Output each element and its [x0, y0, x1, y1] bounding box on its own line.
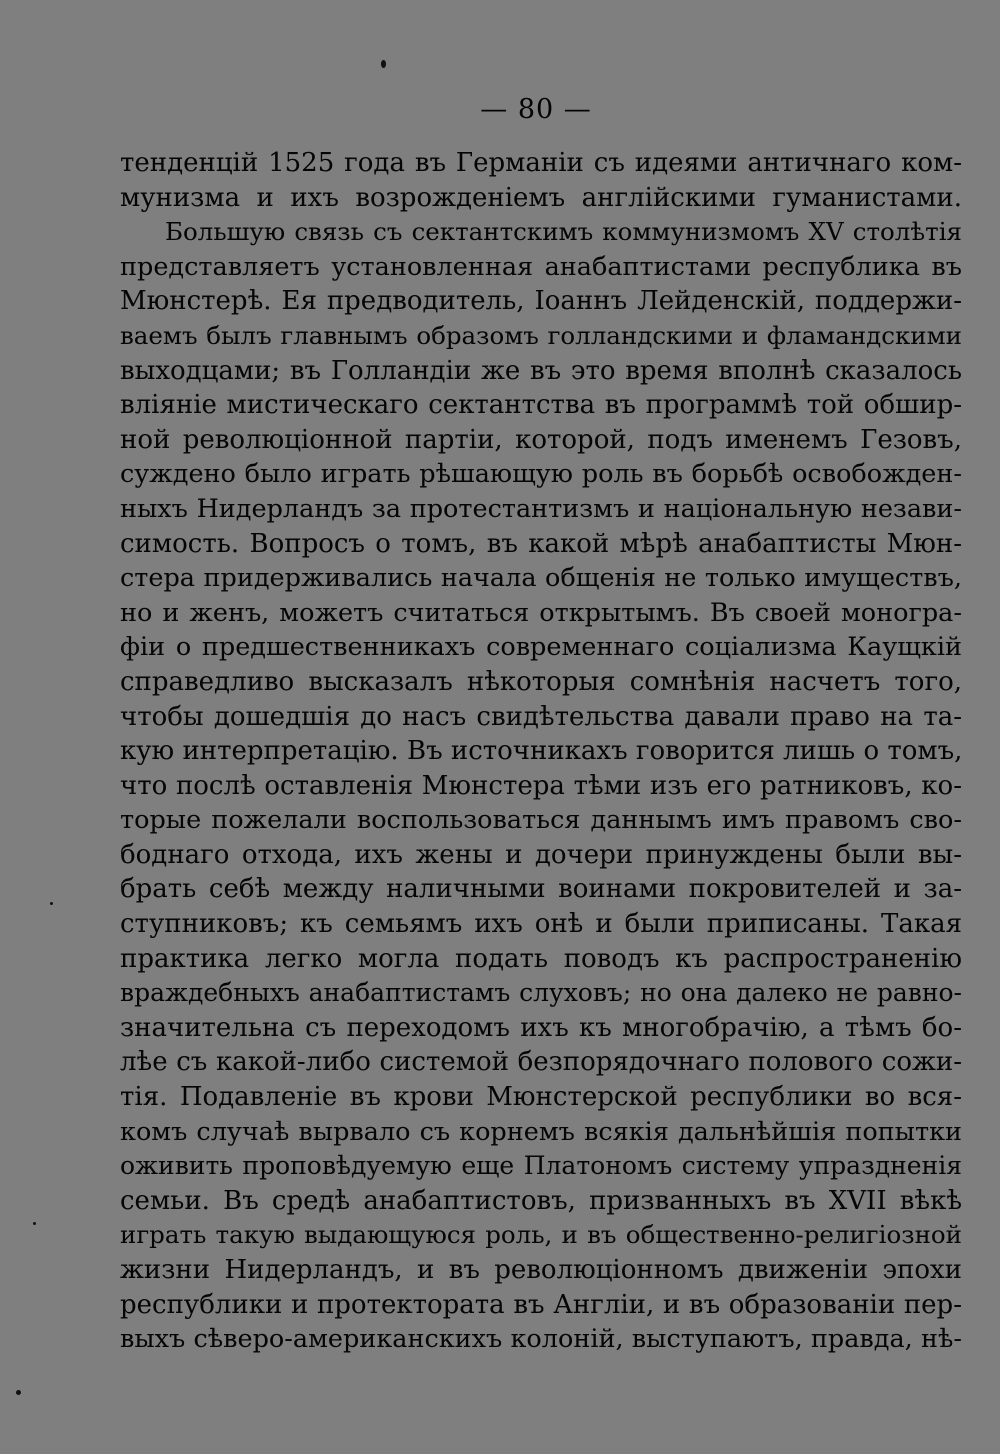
text-line: суждено было играть рѣшающую роль въ борьбѣ освобожден-: [120, 459, 962, 490]
text-line: ной революціонной партіи, которой, подъ именемъ Гезовъ,: [120, 424, 962, 455]
text-line: практика легко могла подать поводъ къ распространенію: [120, 943, 962, 974]
text-line: что послѣ оставленія Мюнстера тѣми изъ его ратниковъ, ко-: [120, 770, 962, 801]
ink-speck: [16, 1390, 21, 1395]
text-line: брать себѣ между наличными воинами покровителей и за-: [120, 874, 962, 905]
text-line: фіи о предшественникахъ современнаго соціализма Каущкій: [120, 632, 962, 663]
ink-speck: [381, 60, 386, 68]
text-line: играть такую выдающуюся роль, и въ общественно-религіозной: [120, 1220, 962, 1250]
text-line: боднаго отхода, ихъ жены и дочери принуждены были вы-: [120, 839, 962, 870]
text-line: но и женъ, можетъ считаться открытымъ. Въ своей моногра-: [120, 597, 962, 628]
text-line: ваемъ былъ главнымъ образомъ голландскими и фламандскими: [120, 320, 962, 350]
text-line: стера придерживались начала общенія не только имуществъ,: [120, 563, 962, 594]
text-line: выходцами; въ Голландіи же въ это время вполнѣ сказалось: [120, 355, 962, 386]
text-line: тенденцій 1525 года въ Германіи съ идеями античнаго ком-: [120, 148, 962, 178]
text-line: республики и протектората въ Англіи, и въ образованіи пер-: [120, 1289, 962, 1320]
text-line: Мюнстерѣ. Ея предводитель, Іоаннъ Лейденскій, поддержи-: [120, 286, 962, 317]
text-line: тія. Подавленіе въ крови Мюнстерской республики во вся-: [120, 1082, 962, 1113]
text-line: ныхъ Нидерландъ за протестантизмъ и національную незави-: [120, 493, 962, 524]
text-line: семьи. Въ средѣ анабаптистовъ, призванныхъ въ XVII вѣкѣ: [120, 1185, 962, 1216]
text-line: представляетъ установленная анабаптистами республика въ: [120, 251, 962, 282]
text-line: ступниковъ; къ семьямъ ихъ онѣ и были приписаны. Такая: [120, 909, 962, 940]
text-line: выхъ сѣверо-американскихъ колоній, выступаютъ, правда, нѣ-: [120, 1324, 962, 1355]
text-line: лѣе съ какой-либо системой безпорядочнаго полового сожи-: [120, 1047, 962, 1078]
text-line: симость. Вопросъ о томъ, въ какой мѣрѣ анабаптисты Мюн-: [120, 528, 962, 559]
text-line: вліяніе мистическаго сектантства въ программѣ той обшир-: [120, 390, 962, 421]
text-line: торые пожелали воспользоваться даннымъ имъ правомъ сво-: [120, 805, 962, 836]
page-number: — 80 —: [480, 94, 592, 125]
ink-speck: [33, 1222, 36, 1225]
text-line: оживить проповѣдуемую еще Платономъ систему упраздненія: [120, 1151, 962, 1181]
ink-speck: [50, 902, 53, 905]
text-line: справедливо высказалъ нѣкоторыя сомнѣнія насчетъ того,: [120, 666, 962, 697]
text-line: чтобы дошедшія до насъ свидѣтельства давали право на та-: [120, 701, 962, 732]
text-line: комъ случаѣ вырвало съ корнемъ всякія дальнѣйшія попытки: [120, 1116, 962, 1147]
text-line: жизни Нидерландъ, и въ революціонномъ движеніи эпохи: [120, 1255, 962, 1285]
text-line: враждебныхъ анабаптистамъ слуховъ; но она далеко не равно-: [120, 978, 962, 1008]
body-text: [120, 146, 962, 1357]
text-line: мунизма и ихъ возрожденіемъ англійскими гуманистами.: [120, 182, 962, 213]
paragraph-first-line: Большую связь съ сектантскимъ коммунизмомъ XV столѣтія: [165, 217, 962, 247]
text-line: кую интерпретацію. Въ источникахъ говорится лишь о томъ,: [120, 736, 962, 767]
text-line: значительна съ переходомъ ихъ къ многобрачію, а тѣмъ бо-: [120, 1012, 962, 1043]
